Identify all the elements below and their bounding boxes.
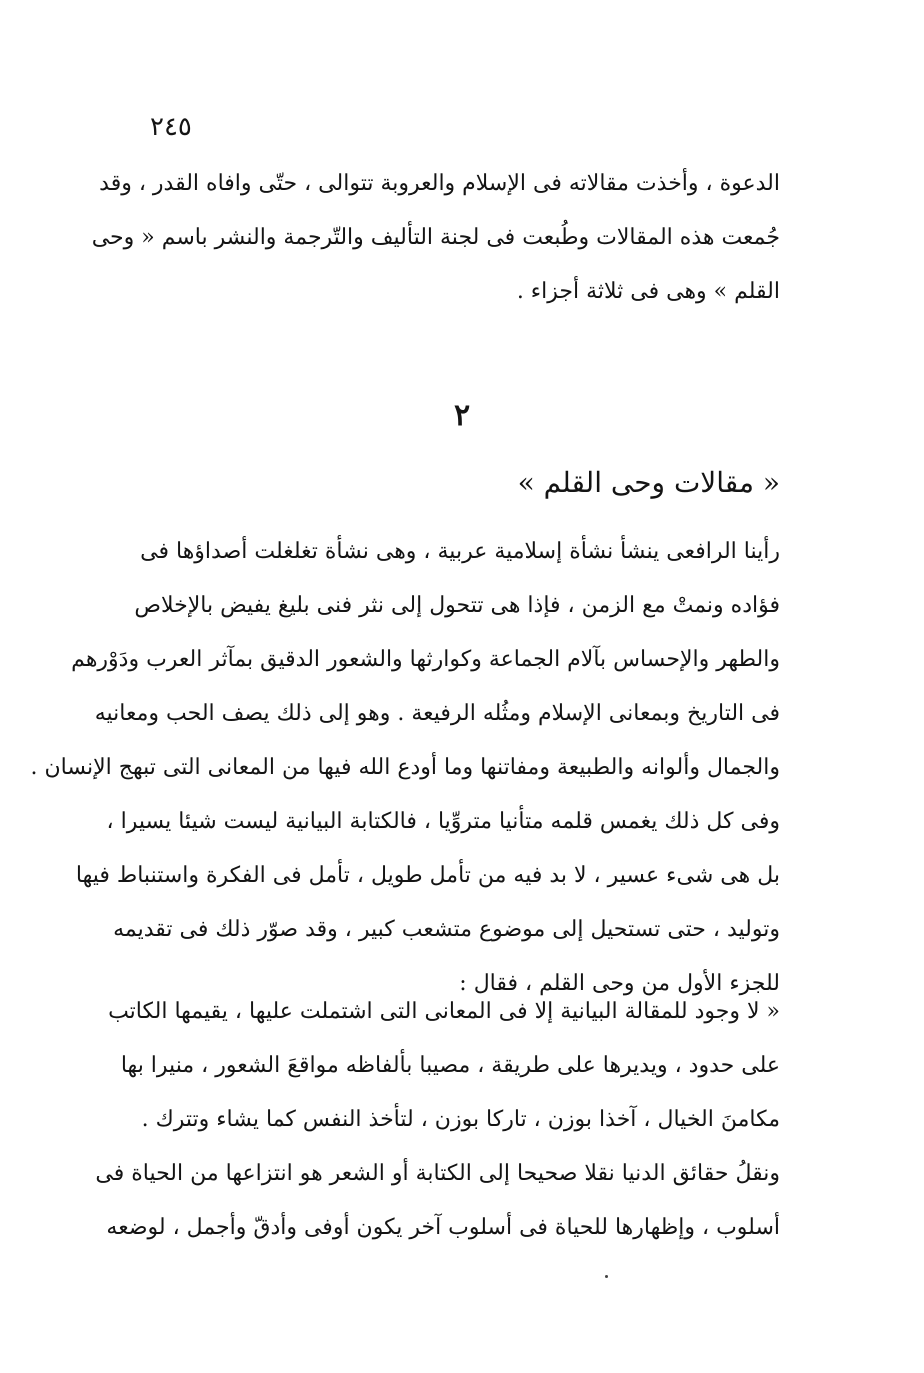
text-line: ونقلُ حقائق الدنيا نقلا صحيحا إلى الكتابة أو الشعر هو انتزاعها من الحياة فى <box>95 1161 780 1186</box>
text-line: والجمال وألوانه والطبيعة ومفاتنها وما أودع الله فيها من المعانى التى تبهج الإنسان . <box>30 755 780 780</box>
intro-paragraph <box>91 157 780 319</box>
quote-paragraph <box>95 985 780 1255</box>
section-title: « مقالات وحى القلم » <box>517 466 780 499</box>
text-line: جُمعت هذه المقالات وطُبعت فى لجنة التأليف والتّرجمة والنشر باسم « وحى <box>91 225 780 250</box>
text-line: بل هى شىء عسير ، لا بد فيه من تأمل طويل ، تأمل فى الفكرة واستنباط فيها <box>75 863 780 888</box>
text-line: وفى كل ذلك يغمس قلمه متأنيا متروِّيا ، فالكتابة البيانية ليست شيئا يسيرا ، <box>106 809 780 834</box>
page-speck <box>605 1275 608 1278</box>
text-line: على حدود ، ويديرها على طريقة ، مصيبا بألفاظه مواقعَ الشعور ، منيرا بها <box>120 1053 780 1078</box>
text-line: فى التاريخ وبمعانى الإسلام ومثُله الرفيعة . وهو إلى ذلك يصف الحب ومعانيه <box>94 701 780 726</box>
text-line: والطهر والإحساس بآلام الجماعة وكوارثها والشعور الدقيق بمآثر العرب ودَوْرهم <box>71 647 780 672</box>
section-number: ٢ <box>453 398 471 433</box>
text-line: « لا وجود للمقالة البيانية إلا فى المعانى التى اشتملت عليها ، يقيمها الكاتب <box>108 999 780 1024</box>
text-line: أسلوب ، وإظهارها للحياة فى أسلوب آخر يكون أوفى وأدقّ وأجمل ، لوضعه <box>106 1215 780 1240</box>
text-line: القلم » وهى فى ثلاثة أجزاء . <box>516 279 780 304</box>
text-line: فؤاده ونمتْ مع الزمن ، فإذا هى تتحول إلى نثر فنى بليغ يفيض بالإخلاص <box>134 593 780 618</box>
text-line: للجزء الأول من وحى القلم ، فقال : <box>459 971 780 996</box>
text-line: مكامنَ الخيال ، آخذا بوزن ، تاركا بوزن ، لتأخذ النفس كما يشاء وتترك . <box>141 1107 780 1132</box>
body-paragraph <box>30 525 780 1011</box>
text-line: الدعوة ، وأخذت مقالاته فى الإسلام والعروبة تتوالى ، حتّى وافاه القدر ، وقد <box>99 171 780 196</box>
text-line: وتوليد ، حتى تستحيل إلى موضوع متشعب كبير ، وقد صوّر ذلك فى تقديمه <box>113 917 780 942</box>
text-line: رأينا الرافعى ينشأ نشأة إسلامية عربية ، وهى نشأة تغلغلت أصداؤها فى <box>140 539 780 564</box>
page-number: ٢٤٥ <box>150 112 192 142</box>
